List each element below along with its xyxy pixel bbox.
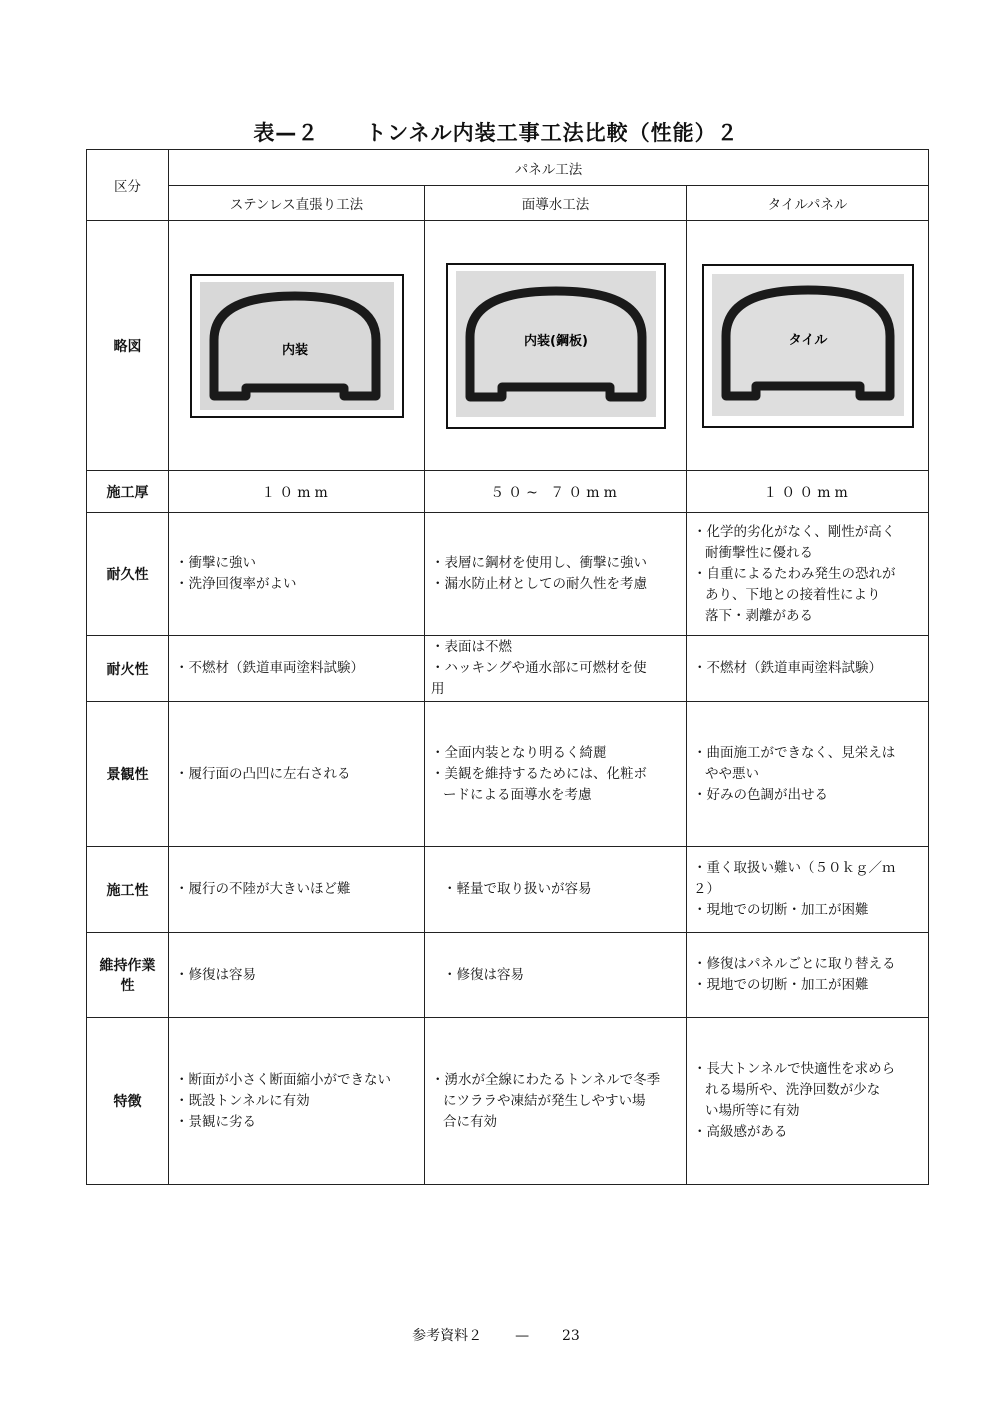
header-method-drainage: 面導水工法	[425, 186, 687, 221]
footer-label: 参考資料２	[412, 1328, 483, 1344]
diagram-tile	[687, 221, 929, 471]
appearance-drainage	[425, 702, 687, 847]
table-number: 表—２	[253, 121, 320, 145]
thickness-drainage: ５０~ ７０mm	[425, 471, 687, 513]
list-item: ・履行面の凸凹に左右される	[175, 765, 351, 782]
list-item: あり、下地との接着性により	[705, 586, 881, 603]
list-item: ・不燃材（鉄道車両塗料試験）	[175, 660, 364, 676]
row-label-appearance: 景観性	[87, 702, 169, 847]
row-label-thickness: 施工厚	[87, 471, 169, 513]
header-panel-method: パネル工法	[169, 150, 929, 186]
maintenance-tile	[687, 933, 929, 1018]
list-item: ・ハッキングや通水部に可燃材を使	[431, 660, 647, 676]
tunnel-section-diagram-drainage	[446, 263, 666, 429]
header-method-stainless: ステンレス直張り工法	[169, 186, 425, 221]
workability-tile	[687, 847, 929, 933]
list-item: ードによる面導水を考慮	[443, 786, 592, 803]
features-tile	[687, 1018, 929, 1185]
features-drainage	[425, 1018, 687, 1185]
list-item: ・重く取扱い難い（５０ｋｇ／ｍ	[693, 860, 896, 876]
thickness-tile: １００mm	[687, 471, 929, 513]
workability-stainless	[169, 847, 425, 933]
header-method-tile: タイルパネル	[687, 186, 929, 221]
maintenance-drainage	[425, 933, 687, 1018]
list-item: ・履行の不陸が大きいほど難	[175, 881, 351, 897]
list-item: ・断面が小さく断面縮小ができない	[175, 1071, 391, 1088]
durability-stainless	[169, 513, 425, 636]
thickness-stainless: １０mm	[169, 471, 425, 513]
list-item: 耐衝撃性に優れる	[705, 544, 813, 561]
list-item: ・衝撃に強い	[175, 555, 256, 571]
fire-tile	[687, 636, 929, 702]
list-item: ・表面は不燃	[431, 639, 512, 655]
maintenance-stainless	[169, 933, 425, 1018]
list-item: ・修復は容易	[443, 966, 524, 983]
row-label-maintenance-line1: 維持作業	[99, 958, 156, 974]
list-item: ・修復はパネルごとに取り替える	[693, 956, 896, 972]
row-label-fire: 耐火性	[87, 636, 169, 702]
page-title	[0, 117, 992, 147]
row-label-diagram: 略図	[87, 221, 169, 471]
header-kubun: 区分	[87, 150, 169, 221]
list-item: ・自重によるたわみ発生の恐れが	[693, 565, 896, 582]
table-title: トンネル内装工事工法比較（性能）２	[365, 121, 739, 145]
row-label-workability: 施工性	[87, 847, 169, 933]
comparison-table	[86, 149, 929, 1185]
list-item: ・漏水防止材としての耐久性を考慮	[431, 576, 647, 592]
list-item: ・現地での切断・加工が困難	[693, 902, 869, 918]
list-item: 落下・剥離がある	[705, 607, 813, 624]
list-item: ・軽量で取り扱いが容易	[443, 881, 592, 897]
list-item: ・全面内装となり明るく綺麗	[431, 744, 607, 761]
list-item: ・景観に劣る	[175, 1113, 256, 1130]
list-item: ・長大トンネルで快適性を求めら	[693, 1061, 896, 1077]
fire-drainage	[425, 636, 687, 702]
tunnel-section-diagram-stainless	[190, 274, 404, 418]
row-label-maintenance	[87, 933, 169, 1018]
list-item: ２）	[693, 881, 720, 897]
footer-dash: —	[515, 1328, 530, 1344]
list-item: ・洗浄回復率がよい	[175, 576, 297, 592]
list-item: ・高級感がある	[693, 1124, 788, 1140]
list-item: ・湧水が全線にわたるトンネルで冬季	[431, 1071, 661, 1088]
list-item: やや悪い	[705, 765, 759, 782]
list-item: ・不燃材（鉄道車両塗料試験）	[693, 660, 882, 676]
row-label-features: 特徴	[87, 1018, 169, 1185]
diagram-stainless	[169, 221, 425, 471]
row-label-maintenance-line2: 性	[120, 978, 135, 994]
page-footer	[0, 1325, 992, 1345]
list-item: ・曲面施工ができなく、見栄えは	[693, 744, 896, 761]
list-item: ・修復は容易	[175, 966, 256, 983]
list-item: ・現地での切断・加工が困難	[693, 977, 869, 993]
diagram-label-tile: タイル	[788, 332, 827, 348]
list-item: れる場所や、洗浄回数が少な	[705, 1082, 881, 1098]
list-item: にツララや凍結が発生しやすい場	[443, 1092, 646, 1109]
list-item: ・好みの色調が出せる	[693, 786, 828, 803]
list-item: い場所等に有効	[705, 1103, 800, 1119]
appearance-stainless	[169, 702, 425, 847]
list-item: ・表層に鋼材を使用し、衝撃に強い	[431, 555, 647, 571]
diagram-drainage	[425, 221, 687, 471]
page-number: 23	[561, 1328, 580, 1344]
diagram-label-stainless: 内装	[281, 342, 308, 358]
fire-stainless	[169, 636, 425, 702]
list-item: ・美観を維持するためには、化粧ボ	[431, 765, 647, 782]
appearance-tile	[687, 702, 929, 847]
durability-tile	[687, 513, 929, 636]
row-label-durability: 耐久性	[87, 513, 169, 636]
features-stainless	[169, 1018, 425, 1185]
durability-drainage	[425, 513, 687, 636]
list-item: ・既設トンネルに有効	[175, 1092, 310, 1109]
list-item: 合に有効	[443, 1113, 497, 1130]
list-item: 用	[431, 681, 445, 697]
workability-drainage	[425, 847, 687, 933]
tunnel-section-diagram-tile	[702, 264, 914, 428]
diagram-label-drainage: 内装(鋼板)	[523, 333, 588, 349]
list-item: ・化学的劣化がなく、剛性が高く	[693, 523, 896, 540]
